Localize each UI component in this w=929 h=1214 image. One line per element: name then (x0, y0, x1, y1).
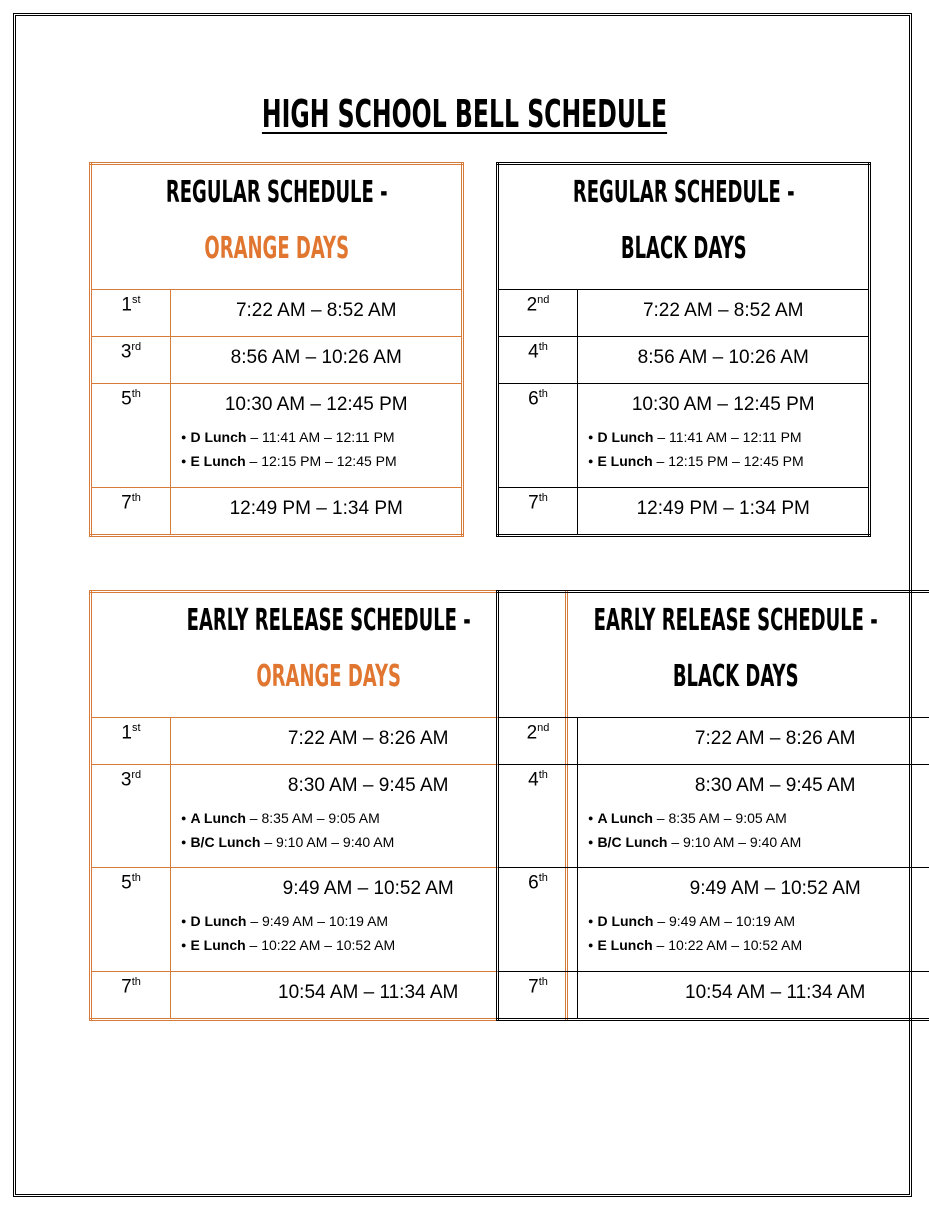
lunch-item: ● D Lunch – 11:41 AM – 12:11 PM (181, 425, 461, 449)
time-cell: 7:22 AM – 8:52 AM (171, 290, 463, 337)
page-title: HIGH SCHOOL BELL SCHEDULE (261, 92, 668, 136)
time-cell: 7:22 AM – 8:26 AM (171, 718, 567, 765)
time-cell: 10:30 AM – 12:45 PM ● D Lunch – 11:41 AM – 12:11 PM ● E Lunch – 12:15 PM – 12:45 PM (578, 384, 870, 488)
period-cell: 6th (498, 868, 578, 972)
lunch-item: ● E Lunch – 10:22 AM – 10:52 AM (181, 933, 565, 957)
lunch-item: ● D Lunch – 9:49 AM – 10:19 AM (181, 909, 565, 933)
time-cell: 10:54 AM – 11:34 AM (578, 972, 929, 1020)
lunch-item: ● E Lunch – 10:22 AM – 10:52 AM (588, 933, 929, 957)
time-cell: 10:30 AM – 12:45 PM ● D Lunch – 11:41 AM – 12:11 PM ● E Lunch – 12:15 PM – 12:45 PM (171, 384, 463, 488)
table-header (498, 164, 870, 290)
table-subtitle: BLACK DAYS (620, 231, 747, 266)
table-row (91, 337, 463, 384)
table-title: EARLY RELEASE SCHEDULE - (593, 603, 878, 638)
lunch-list (578, 425, 868, 473)
lunch-list (578, 909, 929, 957)
period-cell: 7th (91, 972, 171, 1020)
period-cell: 2nd (498, 718, 578, 765)
table-row (498, 972, 929, 1020)
period-cell: 4th (498, 765, 578, 868)
time-cell: 7:22 AM – 8:52 AM (578, 290, 870, 337)
table-title: EARLY RELEASE SCHEDULE - (186, 603, 471, 638)
table-subtitle: ORANGE DAYS (204, 231, 350, 266)
period-cell: 3rd (91, 765, 171, 868)
lunch-list (578, 806, 929, 854)
lunch-item: ● D Lunch – 11:41 AM – 12:11 PM (588, 425, 868, 449)
lunch-item: ● B/C Lunch – 9:10 AM – 9:40 AM (181, 830, 565, 854)
period-cell: 5th (91, 868, 171, 972)
table-header (498, 592, 929, 718)
time-cell: 7:22 AM – 8:26 AM (578, 718, 929, 765)
table-header (91, 164, 463, 290)
table-row (498, 488, 870, 536)
lunch-item: ● B/C Lunch – 9:10 AM – 9:40 AM (588, 830, 929, 854)
period-cell: 7th (91, 488, 171, 536)
lunch-list (171, 425, 461, 473)
table-row (91, 488, 463, 536)
table-row (498, 868, 929, 972)
table-row (91, 290, 463, 337)
table-row (91, 384, 463, 488)
lunch-item: ● D Lunch – 9:49 AM – 10:19 AM (588, 909, 929, 933)
table-row (498, 765, 929, 868)
time-cell: 8:30 AM – 9:45 AM ● A Lunch – 8:35 AM – 9:05 AM ● B/C Lunch – 9:10 AM – 9:40 AM (578, 765, 929, 868)
period-cell: 1st (91, 290, 171, 337)
period-cell: 1st (91, 718, 171, 765)
lunch-item: ● E Lunch – 12:15 PM – 12:45 PM (588, 449, 868, 473)
period-cell: 3rd (91, 337, 171, 384)
table-row (498, 290, 870, 337)
early-black-schedule (496, 590, 929, 1021)
table-subtitle: BLACK DAYS (672, 659, 799, 694)
period-cell: 5th (91, 384, 171, 488)
table-row (498, 718, 929, 765)
lunch-item: ● A Lunch – 8:35 AM – 9:05 AM (181, 806, 565, 830)
period-cell: 2nd (498, 290, 578, 337)
period-cell: 4th (498, 337, 578, 384)
period-cell: 7th (498, 488, 578, 536)
table-title: REGULAR SCHEDULE - (165, 175, 388, 210)
time-cell: 12:49 PM – 1:34 PM (171, 488, 463, 536)
time-cell: 10:54 AM – 11:34 AM (171, 972, 567, 1020)
time-cell: 9:49 AM – 10:52 AM ● D Lunch – 9:49 AM – 10:19 AM ● E Lunch – 10:22 AM – 10:52 AM (578, 868, 929, 972)
table-row (498, 337, 870, 384)
period-cell: 6th (498, 384, 578, 488)
time-cell: 12:49 PM – 1:34 PM (578, 488, 870, 536)
regular-black-schedule (496, 162, 871, 537)
time-cell: 8:56 AM – 10:26 AM (578, 337, 870, 384)
table-title: REGULAR SCHEDULE - (572, 175, 795, 210)
time-cell: 9:49 AM – 10:52 AM ● D Lunch – 9:49 AM – 10:19 AM ● E Lunch – 10:22 AM – 10:52 AM (171, 868, 567, 972)
lunch-item: ● E Lunch – 12:15 PM – 12:45 PM (181, 449, 461, 473)
lunch-item: ● A Lunch – 8:35 AM – 9:05 AM (588, 806, 929, 830)
period-cell: 7th (498, 972, 578, 1020)
time-cell: 8:56 AM – 10:26 AM (171, 337, 463, 384)
regular-orange-schedule (89, 162, 464, 537)
time-cell: 8:30 AM – 9:45 AM ● A Lunch – 8:35 AM – 9:05 AM ● B/C Lunch – 9:10 AM – 9:40 AM (171, 765, 567, 868)
table-subtitle: ORANGE DAYS (256, 659, 402, 694)
table-row (498, 384, 870, 488)
